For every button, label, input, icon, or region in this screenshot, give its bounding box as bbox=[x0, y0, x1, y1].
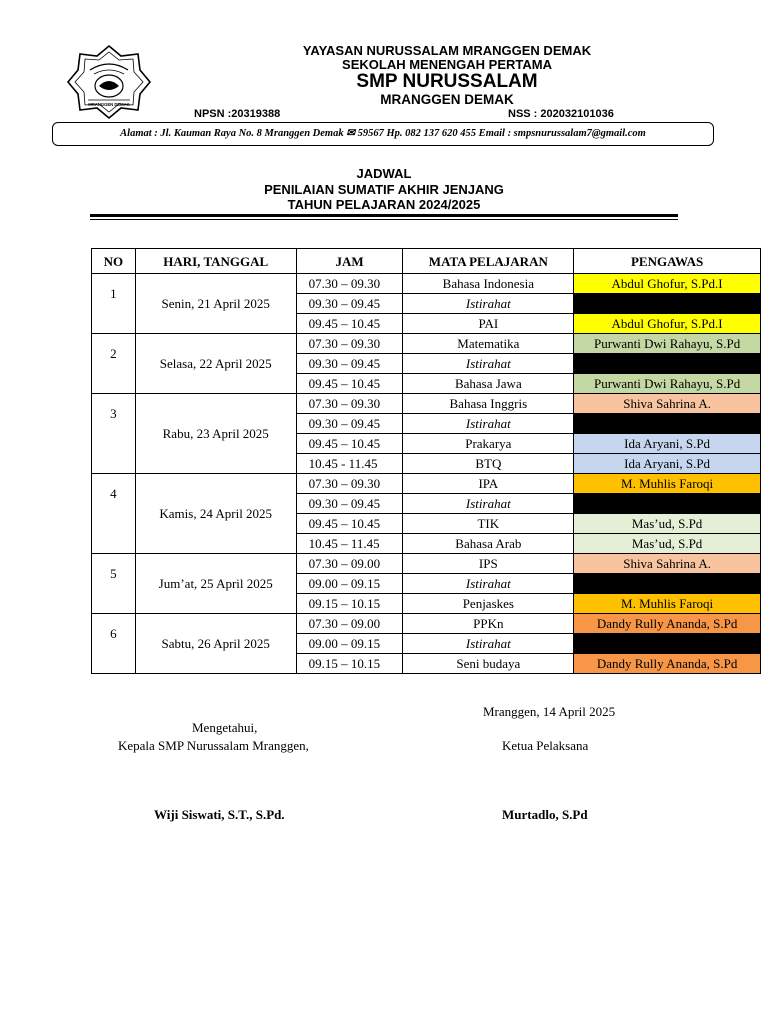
subject-cell: PAI bbox=[403, 314, 574, 334]
header-day-date: HARI, TANGGAL bbox=[135, 249, 296, 274]
supervisor-cell: Shiva Sahrina A. bbox=[574, 394, 761, 414]
time-cell: 09.30 – 09.45 bbox=[296, 414, 403, 434]
supervisor-cell: Dandy Rully Ananda, S.Pd bbox=[574, 614, 761, 634]
committee-chair-title: Ketua Pelaksana bbox=[502, 738, 589, 753]
subject-cell: Matematika bbox=[403, 334, 574, 354]
day-date-cell: Rabu, 23 April 2025 bbox=[135, 394, 296, 474]
nss-number: NSS : 202032101036 bbox=[508, 108, 614, 120]
subject-cell: Istirahat bbox=[403, 634, 574, 654]
time-cell: 09.45 – 10.45 bbox=[296, 514, 403, 534]
subject-cell: IPA bbox=[403, 474, 574, 494]
school-city: MRANGGEN DEMAK bbox=[380, 92, 514, 107]
time-cell: 07.30 – 09.30 bbox=[296, 394, 403, 414]
subject-cell: Istirahat bbox=[403, 414, 574, 434]
time-cell: 09.15 – 10.15 bbox=[296, 594, 403, 614]
table-row bbox=[92, 614, 761, 634]
time-cell: 07.30 – 09.00 bbox=[296, 614, 403, 634]
day-date-cell: Jum’at, 25 April 2025 bbox=[135, 554, 296, 614]
doc-title: JADWAL bbox=[356, 166, 412, 181]
table-row bbox=[92, 274, 761, 294]
doc-academic-year: TAHUN PELAJARAN 2024/2025 bbox=[287, 197, 481, 212]
time-cell: 09.30 – 09.45 bbox=[296, 354, 403, 374]
day-date-cell: Sabtu, 26 April 2025 bbox=[135, 614, 296, 674]
table-header-row bbox=[92, 249, 761, 274]
school-level: SEKOLAH MENENGAH PERTAMA bbox=[342, 57, 552, 72]
supervisor-cell bbox=[574, 414, 761, 434]
supervisor-cell bbox=[574, 494, 761, 514]
time-cell: 09.45 – 10.45 bbox=[296, 434, 403, 454]
principal-title: Kepala SMP Nurussalam Mranggen, bbox=[118, 738, 309, 753]
acknowledged-label: Mengetahui, bbox=[192, 720, 258, 735]
day-number-cell: 3 bbox=[92, 394, 136, 474]
supervisor-cell: M. Muhlis Faroqi bbox=[574, 474, 761, 494]
time-cell: 09.30 – 09.45 bbox=[296, 294, 403, 314]
day-date-cell: Selasa, 22 April 2025 bbox=[135, 334, 296, 394]
subject-cell: Bahasa Arab bbox=[403, 534, 574, 554]
supervisor-cell: Purwanti Dwi Rahayu, S.Pd bbox=[574, 374, 761, 394]
day-number-cell: 1 bbox=[92, 274, 136, 334]
time-cell: 10.45 – 11.45 bbox=[296, 534, 403, 554]
exam-schedule-table bbox=[91, 248, 761, 674]
logo-text: MRANGGEN DEMAK bbox=[88, 102, 130, 107]
time-cell: 10.45 - 11.45 bbox=[296, 454, 403, 474]
supervisor-cell: Dandy Rully Ananda, S.Pd bbox=[574, 654, 761, 674]
subject-cell: TIK bbox=[403, 514, 574, 534]
day-date-cell: Senin, 21 April 2025 bbox=[135, 274, 296, 334]
subject-cell: BTQ bbox=[403, 454, 574, 474]
subject-cell: Seni budaya bbox=[403, 654, 574, 674]
time-cell: 09.00 – 09.15 bbox=[296, 634, 403, 654]
supervisor-cell: M. Muhlis Faroqi bbox=[574, 594, 761, 614]
subject-cell: Prakarya bbox=[403, 434, 574, 454]
principal-name: Wiji Siswati, S.T., S.Pd. bbox=[154, 807, 285, 822]
time-cell: 09.45 – 10.45 bbox=[296, 314, 403, 334]
supervisor-cell: Ida Aryani, S.Pd bbox=[574, 454, 761, 474]
npsn-number: NPSN :20319388 bbox=[194, 108, 281, 120]
supervisor-cell: Mas’ud, S.Pd bbox=[574, 534, 761, 554]
table-row bbox=[92, 474, 761, 494]
header-subject: MATA PELAJARAN bbox=[403, 249, 574, 274]
supervisor-cell: Mas’ud, S.Pd bbox=[574, 514, 761, 534]
supervisor-cell: Abdul Ghofur, S.Pd.I bbox=[574, 314, 761, 334]
table-row bbox=[92, 394, 761, 414]
time-cell: 07.30 – 09.30 bbox=[296, 334, 403, 354]
supervisor-cell: Shiva Sahrina A. bbox=[574, 554, 761, 574]
place-date: Mranggen, 14 April 2025 bbox=[483, 704, 616, 719]
time-cell: 07.30 – 09.00 bbox=[296, 554, 403, 574]
header-time: JAM bbox=[296, 249, 403, 274]
subject-cell: Penjaskes bbox=[403, 594, 574, 614]
supervisor-cell: Abdul Ghofur, S.Pd.I bbox=[574, 274, 761, 294]
time-cell: 09.00 – 09.15 bbox=[296, 574, 403, 594]
time-cell: 09.15 – 10.15 bbox=[296, 654, 403, 674]
day-number-cell: 6 bbox=[92, 614, 136, 674]
header-supervisor: PENGAWAS bbox=[574, 249, 761, 274]
subject-cell: Bahasa Indonesia bbox=[403, 274, 574, 294]
table-body bbox=[92, 274, 761, 674]
day-number-cell: 5 bbox=[92, 554, 136, 614]
school-name: SMP NURUSSALAM bbox=[356, 71, 538, 92]
day-number-cell: 2 bbox=[92, 334, 136, 394]
title-rule-thick bbox=[90, 214, 678, 217]
time-cell: 09.45 – 10.45 bbox=[296, 374, 403, 394]
foundation-name: YAYASAN NURUSSALAM MRANGGEN DEMAK bbox=[302, 43, 592, 58]
school-logo bbox=[66, 44, 152, 120]
address-box bbox=[52, 122, 714, 146]
supervisor-cell: Purwanti Dwi Rahayu, S.Pd bbox=[574, 334, 761, 354]
table-row bbox=[92, 334, 761, 354]
supervisor-cell bbox=[574, 354, 761, 374]
subject-cell: IPS bbox=[403, 554, 574, 574]
subject-cell: Istirahat bbox=[403, 494, 574, 514]
time-cell: 09.30 – 09.45 bbox=[296, 494, 403, 514]
doc-subtitle: PENILAIAN SUMATIF AKHIR JENJANG bbox=[264, 182, 504, 197]
day-date-cell: Kamis, 24 April 2025 bbox=[135, 474, 296, 554]
supervisor-cell: Ida Aryani, S.Pd bbox=[574, 434, 761, 454]
time-cell: 07.30 – 09.30 bbox=[296, 274, 403, 294]
subject-cell: Istirahat bbox=[403, 354, 574, 374]
supervisor-cell bbox=[574, 294, 761, 314]
committee-chair-name: Murtadlo, S.Pd bbox=[502, 807, 588, 822]
supervisor-cell bbox=[574, 574, 761, 594]
subject-cell: Bahasa Inggris bbox=[403, 394, 574, 414]
time-cell: 07.30 – 09.30 bbox=[296, 474, 403, 494]
subject-cell: PPKn bbox=[403, 614, 574, 634]
subject-cell: Istirahat bbox=[403, 574, 574, 594]
supervisor-cell bbox=[574, 634, 761, 654]
subject-cell: Istirahat bbox=[403, 294, 574, 314]
header-no: NO bbox=[92, 249, 136, 274]
school-address: Alamat : Jl. Kauman Raya No. 8 Mranggen Demak ✉ 59567 Hp. 082 137 620 455 Email : smpsnurussalam7@gmail.com bbox=[120, 128, 646, 139]
subject-cell: Bahasa Jawa bbox=[403, 374, 574, 394]
table-row bbox=[92, 554, 761, 574]
title-rule-thin bbox=[90, 219, 678, 220]
day-number-cell: 4 bbox=[92, 474, 136, 554]
